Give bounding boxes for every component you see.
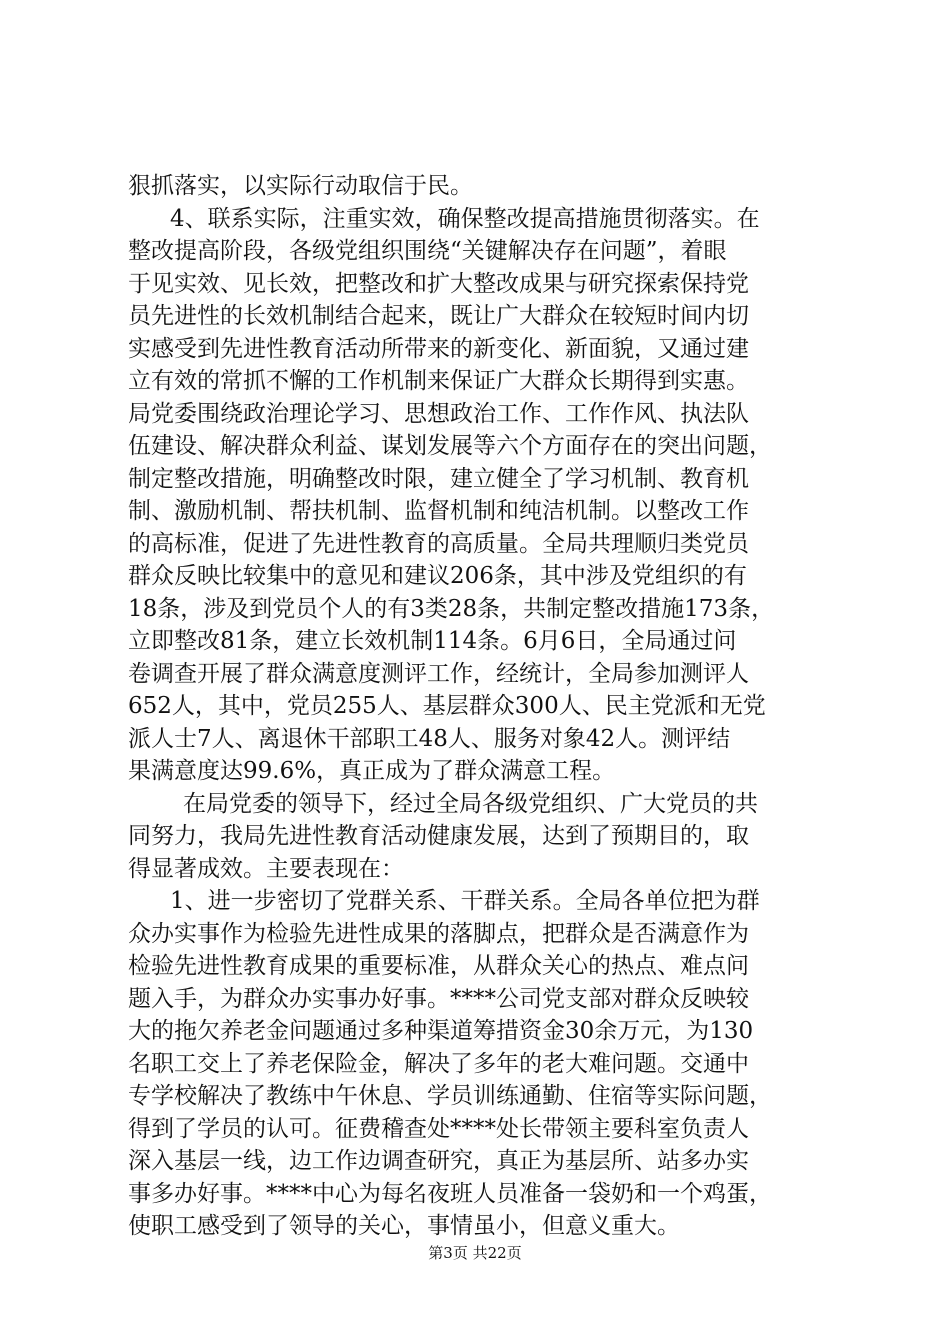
text-line: 得到了学员的认可。征费稽查处****处长带领主要科室负责人 bbox=[128, 1115, 749, 1142]
text-line: 卷调查开展了群众满意度测评工作，经统计，全局参加测评人 bbox=[128, 660, 749, 687]
text-line: 局党委围绕政治理论学习、思想政治工作、工作作风、执法队 bbox=[128, 400, 749, 427]
text-line: 制定整改措施，明确整改时限，建立健全了学习机制、教育机 bbox=[128, 465, 749, 492]
text-line: 深入基层一线，边工作边调查研究，真正为基层所、站多办实 bbox=[128, 1148, 749, 1174]
text-line: 员先进性的长效机制结合起来，既让广大群众在较短时间内切 bbox=[128, 303, 749, 329]
text-line: 使职工感受到了领导的关心，事情虽小，但意义重大。 bbox=[128, 1213, 680, 1239]
text-line: 题入手，为群众办实事办好事。****公司党支部对群众反映较 bbox=[128, 985, 749, 1012]
text-line: 652人，其中，党员255人、基层群众300人、民主党派和无党 bbox=[128, 693, 766, 719]
text-line: 得显著成效。主要表现在： bbox=[128, 855, 404, 882]
text-line: 立有效的常抓不懈的工作机制来保证广大群众长期得到实惠。 bbox=[128, 368, 749, 394]
text-line: 同努力，我局先进性教育活动健康发展，达到了预期目的，取 bbox=[128, 823, 749, 849]
text-line: 检验先进性教育成果的重要标准，从群众关心的热点、难点问 bbox=[128, 953, 749, 979]
text-line: 事多办好事。****中心为每名夜班人员准备一袋奶和一个鸡蛋， bbox=[128, 1180, 772, 1207]
text-line: 名职工交上了养老保险金，解决了多年的老大难问题。交通中 bbox=[128, 1050, 749, 1077]
page-footer: 第3页 共22页 bbox=[428, 1244, 522, 1262]
document-body bbox=[128, 170, 828, 1243]
text-line: 于见实效、见长效，把整改和扩大整改成果与研究探索保持党 bbox=[128, 270, 749, 297]
text-line: 立即整改81条，建立长效机制114条。6月6日，全局通过问 bbox=[128, 628, 737, 654]
text-line: 18条，涉及到党员个人的有3类28条，共制定整改措施173条， bbox=[128, 595, 775, 622]
text-line: 派人士7人、离退休干部职工48人、服务对象42人。测评结 bbox=[128, 725, 731, 752]
paragraph-start-line: 1、进一步密切了党群关系、干群关系。全局各单位把为群 bbox=[170, 888, 760, 914]
text-line: 的高标准，促进了先进性教育的高质量。全局共理顺归类党员 bbox=[128, 530, 749, 557]
text-line: 群众反映比较集中的意见和建议206条，其中涉及党组织的有 bbox=[128, 563, 747, 589]
paragraph-start-line: 4、联系实际，注重实效，确保整改提高措施贯彻落实。在 bbox=[170, 205, 760, 232]
text-line: 伍建设、解决群众利益、谋划发展等六个方面存在的突出问题， bbox=[128, 433, 772, 459]
text-line: 制、激励机制、帮扶机制、监督机制和纯洁机制。以整改工作 bbox=[128, 498, 749, 524]
text-line: 众办实事作为检验先进性成果的落脚点，把群众是否满意作为 bbox=[128, 920, 749, 947]
text-line: 实感受到先进性教育活动所带来的新变化、新面貌，又通过建 bbox=[128, 335, 749, 362]
text-line: 大的拖欠养老金问题通过多种渠道筹措资金30余万元，为130 bbox=[128, 1018, 754, 1044]
text-line: 专学校解决了教练中午休息、学员训练通勤、住宿等实际问题， bbox=[128, 1083, 772, 1109]
text-line: 狠抓落实，以实际行动取信于民。 bbox=[128, 173, 473, 199]
paragraph-start-line: 在局党委的领导下，经过全局各级党组织、广大党员的共 bbox=[183, 790, 758, 817]
text-line: 整改提高阶段，各级党组织围绕“关键解决存在问题”，着眼 bbox=[128, 238, 727, 264]
text-line: 果满意度达99.6%，真正成为了群众满意工程。 bbox=[128, 758, 616, 784]
